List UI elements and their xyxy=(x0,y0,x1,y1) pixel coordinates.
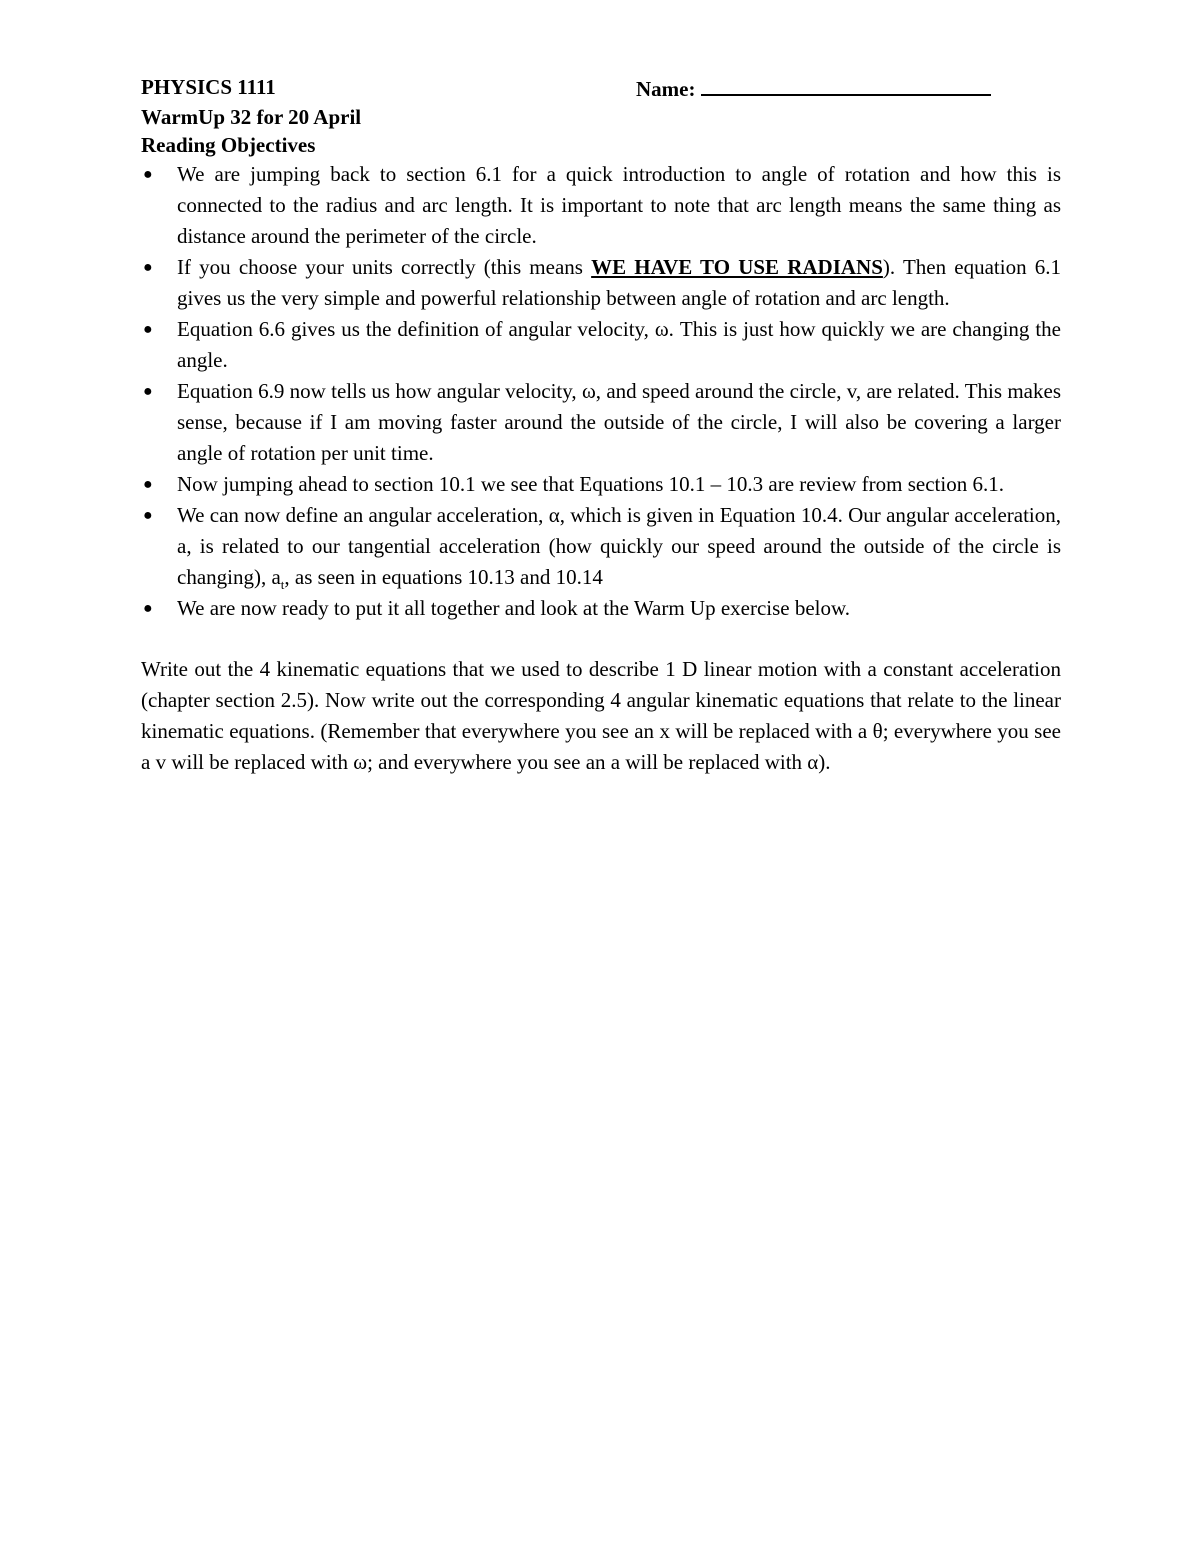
list-item xyxy=(141,314,1061,376)
list-item-text: ). Then equation 6.1 gives us the very simple and powerful relationship between angle of rotation and arc length. xyxy=(177,255,1061,310)
emphasis-text: WE HAVE TO USE RADIANS xyxy=(591,255,883,279)
list-item xyxy=(141,252,1061,314)
bullet-icon: ● xyxy=(143,600,153,617)
bullet-icon: ● xyxy=(143,476,153,493)
name-label: Name: xyxy=(636,77,696,101)
list-item xyxy=(141,593,1061,624)
name-blank-line xyxy=(701,72,991,96)
list-item-text: Now jumping ahead to section 10.1 we see that Equations 10.1 – 10.3 are review from section 6.1. xyxy=(177,472,1004,496)
list-item xyxy=(141,159,1061,252)
document-page xyxy=(141,72,1061,778)
name-field xyxy=(636,72,991,105)
subscript: t xyxy=(280,577,285,593)
bullet-icon: ● xyxy=(143,259,153,276)
list-item-text: Equation 6.9 now tells us how angular velocity, ω, and speed around the circle, v, are related. This makes sense, because if I am moving faster around the outside of the circle, I will also be covering a larger angle of rotation per unit time. xyxy=(177,379,1061,465)
bullet-icon: ● xyxy=(143,321,153,338)
list-item-text: , as seen in equations 10.13 and 10.14 xyxy=(284,565,603,589)
objectives-list xyxy=(141,159,1061,624)
bullet-icon: ● xyxy=(143,383,153,400)
bullet-icon: ● xyxy=(143,507,153,524)
bullet-icon: ● xyxy=(143,166,153,183)
list-item xyxy=(141,469,1061,500)
list-item xyxy=(141,376,1061,469)
course-title: PHYSICS 1111 xyxy=(141,75,276,99)
list-item xyxy=(141,500,1061,593)
assignment-title: WarmUp 32 for 20 April xyxy=(141,105,362,129)
list-item-text: We are now ready to put it all together and look at the Warm Up exercise below. xyxy=(177,596,851,620)
section-heading: Reading Objectives xyxy=(141,133,316,157)
list-item-text: We are jumping back to section 6.1 for a quick introduction to angle of rotation and how this is connected to the radius and arc length. It is important to note that arc length means the same thing as distance around the perimeter of the circle. xyxy=(177,162,1061,248)
header-row xyxy=(141,72,1061,103)
list-item-text: If you choose your units correctly (this means xyxy=(177,255,592,279)
list-item-text: We can now define an angular acceleration, α, which is given in Equation 10.4. Our angular acceleration, a, is related to our tangential acceleration (how quickly our speed around the outside of the circle is changing), a xyxy=(177,503,1061,589)
exercise-paragraph: Write out the 4 kinematic equations that we used to describe 1 D linear motion with a constant acceleration (chapter section 2.5). Now write out the corresponding 4 angular kinematic equations that relate to the linear kinematic equations. (Remember that everywhere you see an x will be replaced with a θ; everywhere you see a v will be replaced with ω; and everywhere you see an a will be replaced with α). xyxy=(141,657,1061,774)
list-item-text: Equation 6.6 gives us the definition of angular velocity, ω. This is just how quickly we are changing the angle. xyxy=(177,317,1061,372)
